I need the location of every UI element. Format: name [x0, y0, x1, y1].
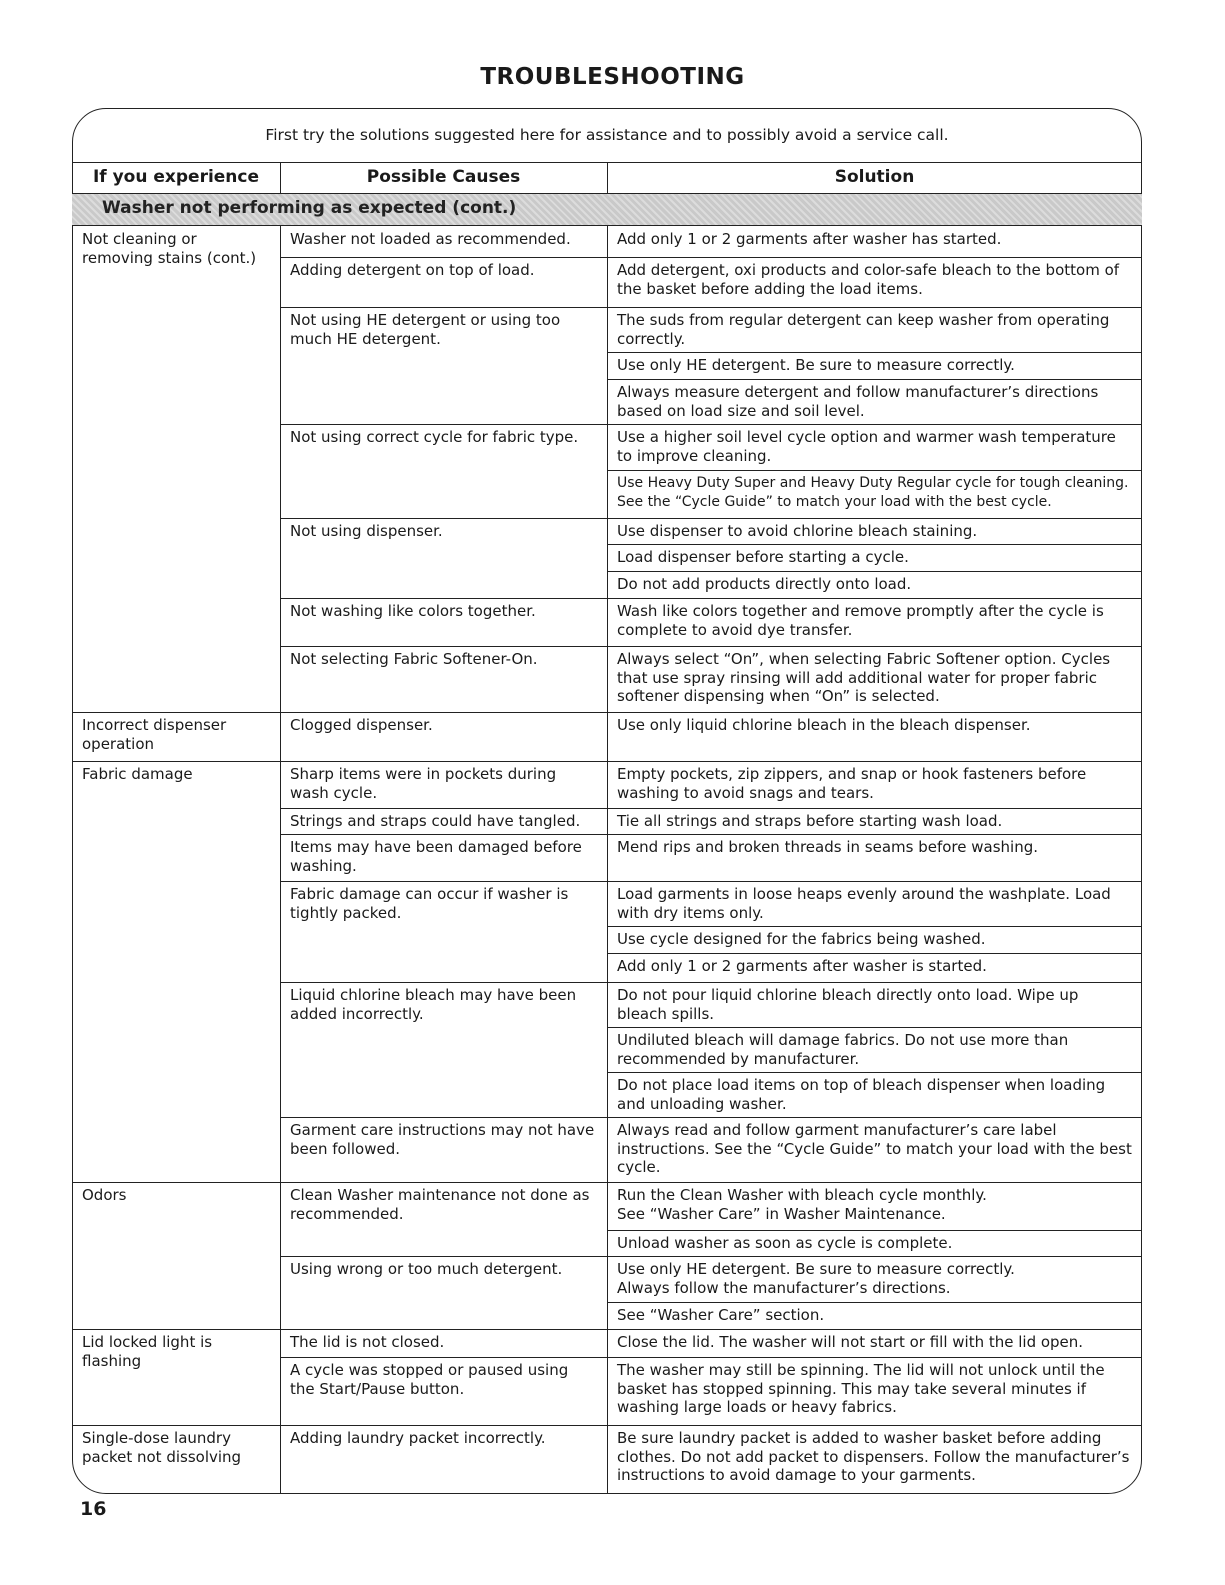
experience-cell: Odors: [82, 1186, 127, 1204]
cause-cell: Liquid chlorine bleach may have been added incorrectly.: [290, 986, 577, 1023]
page-number: 16: [80, 1498, 107, 1520]
solution-cell: Add only 1 or 2 garments after washer is started.: [617, 957, 987, 975]
cause-cell: Using wrong or too much detergent.: [290, 1260, 563, 1278]
solution-cell: The washer may still be spinning. The lid will not unlock until the basket has stopped spinning. This may take several minutes if washing large loads or heavy fabrics.: [617, 1361, 1105, 1417]
experience-cell: Not cleaning or removing stains (cont.): [82, 230, 257, 267]
cause-cell: The lid is not closed.: [290, 1333, 445, 1351]
solution-cell: Use a higher soil level cycle option and warmer wash temperature to improve cleaning.: [617, 428, 1116, 465]
solution-cell: Always read and follow garment manufacturer’s care label instructions. See the “Cycle Guide” to match your load with the best cycle.: [617, 1121, 1132, 1177]
solution-cell: Empty pockets, zip zippers, and snap or hook fasteners before washing to avoid snags and tears.: [617, 765, 1087, 802]
solution-cell: Unload washer as soon as cycle is complete.: [617, 1234, 953, 1252]
solution-cell: Run the Clean Washer with bleach cycle monthly. See “Washer Care” in Washer Maintenance.: [617, 1186, 987, 1223]
solution-cell: Always measure detergent and follow manufacturer’s directions based on load size and soil level.: [617, 383, 1099, 420]
cause-cell: Not using HE detergent or using too much HE detergent.: [290, 311, 561, 348]
cause-cell: Not using correct cycle for fabric type.: [290, 428, 579, 446]
solution-cell: Load dispenser before starting a cycle.: [617, 548, 909, 566]
solution-cell: Do not pour liquid chlorine bleach directly onto load. Wipe up bleach spills.: [617, 986, 1079, 1023]
solution-cell: Close the lid. The washer will not start or fill with the lid open.: [617, 1333, 1084, 1351]
solution-cell: Use Heavy Duty Super and Heavy Duty Regular cycle for tough cleaning. See the “Cycle Guide” to match your load with the best cycle.: [617, 475, 1129, 510]
troubleshooting-table: [72, 226, 1142, 1494]
page-title: TROUBLESHOOTING: [480, 64, 745, 90]
experience-cell: Lid locked light is flashing: [82, 1333, 213, 1370]
section-title: Washer not performing as expected (cont.): [102, 198, 517, 218]
header-causes: Possible Causes: [366, 167, 521, 187]
solution-cell: Be sure laundry packet is added to washer basket before adding clothes. Do not add packet to dispensers. Follow the manufacturer’s instructions to avoid damage to your garments.: [617, 1429, 1130, 1485]
solution-cell: Use only liquid chlorine bleach in the bleach dispenser.: [617, 716, 1031, 734]
cause-cell: Not washing like colors together.: [290, 602, 536, 620]
solution-cell: See “Washer Care” section.: [617, 1306, 825, 1324]
intro-text: First try the solutions suggested here for assistance and to possibly avoid a service call.: [265, 126, 949, 144]
cause-cell: Washer not loaded as recommended.: [290, 230, 571, 248]
experience-cell: Single-dose laundry packet not dissolving: [82, 1429, 242, 1466]
solution-cell: Use dispenser to avoid chlorine bleach staining.: [617, 522, 978, 540]
solution-cell: Use only HE detergent. Be sure to measure correctly. Always follow the manufacturer’s directions.: [617, 1260, 1015, 1297]
header-experience: If you experience: [92, 167, 260, 187]
cause-cell: Items may have been damaged before washing.: [290, 838, 582, 875]
solution-cell: Do not place load items on top of bleach dispenser when loading and unloading washer.: [617, 1076, 1106, 1113]
cause-cell: Clean Washer maintenance not done as recommended.: [290, 1186, 590, 1223]
header-solution: Solution: [834, 167, 915, 187]
solution-cell: The suds from regular detergent can keep washer from operating correctly.: [617, 311, 1110, 348]
cause-cell: Not using dispenser.: [290, 522, 443, 540]
cause-cell: Sharp items were in pockets during wash cycle.: [290, 765, 557, 802]
solution-cell: Always select “On”, when selecting Fabric Softener option. Cycles that use spray rinsing will add additional water for proper fabric softener dispensing when “On” is selected.: [617, 650, 1111, 706]
cause-cell: Adding detergent on top of load.: [290, 261, 535, 279]
solution-cell: Tie all strings and straps before starting wash load.: [617, 812, 1003, 830]
table-header: [72, 162, 1142, 194]
solution-cell: Use cycle designed for the fabrics being washed.: [617, 930, 986, 948]
solution-cell: Add detergent, oxi products and color-safe bleach to the bottom of the basket before adding the load items.: [617, 261, 1120, 298]
solution-cell: Mend rips and broken threads in seams before washing.: [617, 838, 1038, 856]
solution-cell: Add only 1 or 2 garments after washer has started.: [617, 230, 1002, 248]
section-band: [72, 194, 1142, 226]
experience-cell: Fabric damage: [82, 765, 193, 783]
cause-cell: Not selecting Fabric Softener-On.: [290, 650, 538, 668]
solution-cell: Load garments in loose heaps evenly around the washplate. Load with dry items only.: [617, 885, 1111, 922]
cause-cell: Clogged dispenser.: [290, 716, 433, 734]
cause-cell: Fabric damage can occur if washer is tightly packed.: [290, 885, 569, 922]
solution-cell: Use only HE detergent. Be sure to measure correctly.: [617, 356, 1015, 374]
solution-cell: Wash like colors together and remove promptly after the cycle is complete to avoid dye transfer.: [617, 602, 1104, 639]
solution-cell: Undiluted bleach will damage fabrics. Do not use more than recommended by manufacturer.: [617, 1031, 1069, 1068]
cause-cell: Strings and straps could have tangled.: [290, 812, 581, 830]
cause-cell: Garment care instructions may not have been followed.: [290, 1121, 595, 1158]
cause-cell: A cycle was stopped or paused using the Start/Pause button.: [290, 1361, 569, 1398]
cause-cell: Adding laundry packet incorrectly.: [290, 1429, 546, 1447]
experience-cell: Incorrect dispenser operation: [82, 716, 227, 753]
solution-cell: Do not add products directly onto load.: [617, 575, 912, 593]
